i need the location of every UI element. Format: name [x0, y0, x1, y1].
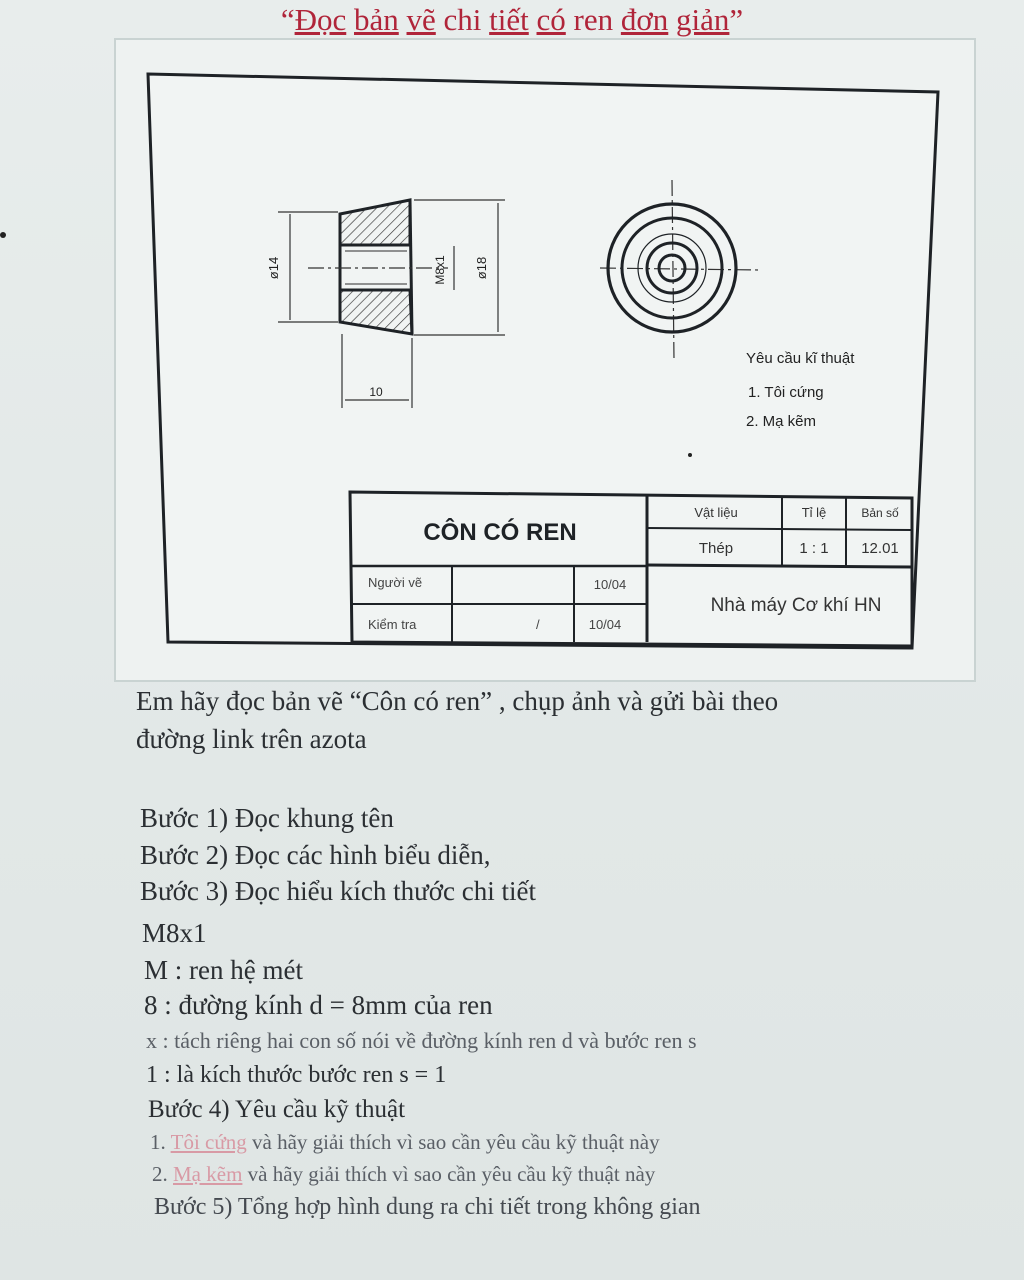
step-4: Bước 4) Yêu cầu kỹ thuật — [148, 1096, 406, 1123]
title-word-don: đơn — [620, 2, 669, 37]
eight-description: 8 : đường kính d = 8mm của ren — [144, 990, 493, 1020]
requirements-title: Yêu cầu kĩ thuật — [746, 350, 855, 367]
dim-m8-label: M8x1 — [433, 255, 447, 285]
req1-rest: và hãy giải thích vì sao cần yêu cầu kỹ thuật này — [252, 1130, 660, 1154]
step-5: Bước 5) Tổng hợp hình dung ra chi tiết trong không gian — [154, 1194, 701, 1220]
req2-number: 2. — [152, 1162, 168, 1186]
part-name: CÔN CÓ REN — [423, 519, 577, 546]
checker-mark: / — [536, 617, 540, 632]
drawer-date: 10/04 — [593, 577, 627, 592]
title-block — [350, 492, 912, 646]
instruction-line-1: Em hãy đọc bản vẽ “Côn có ren” , chụp ảnh và gửi bài theo — [136, 686, 779, 716]
title-word-ban: bản — [354, 2, 399, 37]
req2-rest: và hãy giải thích vì sao cần yêu cầu kỹ thuật này — [247, 1162, 656, 1186]
scale-label: Tỉ lệ — [801, 505, 827, 520]
checker-label: Kiểm tra — [368, 617, 417, 632]
dim-10-label: 10 — [369, 385, 383, 399]
req1-term: Tôi cứng — [170, 1130, 247, 1154]
title-word-tiet: tiết — [489, 2, 529, 37]
requirement-1-instruction — [150, 1130, 660, 1155]
x-description: x : tách riêng hai con số nói về đường kính ren d và bước ren s — [146, 1028, 697, 1053]
dim-d18-label: ø18 — [474, 256, 489, 280]
title-word-co: có — [536, 2, 566, 37]
material-label: Vật liệu — [694, 505, 738, 520]
m-description: M : ren hệ mét — [144, 955, 303, 985]
one-description: 1 : là kích thước bước ren s = 1 — [146, 1062, 447, 1088]
requirement-1: 1. Tôi cứng — [748, 384, 824, 401]
title-word-chi: chi — [443, 2, 482, 37]
step-2: Bước 2) Đọc các hình biểu diễn, — [140, 840, 491, 870]
title-close-quote: ” — [729, 2, 744, 37]
sheet-label: Bản số — [861, 506, 899, 520]
req2-term: Mạ kẽm — [173, 1162, 243, 1186]
title-word-gian: giản — [676, 2, 730, 37]
title-word-doc: Đọc — [294, 2, 347, 37]
title-open-quote: “ — [280, 2, 295, 37]
requirement-2: 2. Mạ kẽm — [746, 413, 817, 430]
thread-code: M8x1 — [142, 918, 207, 948]
instruction-line-2: đường link trên azota — [136, 724, 367, 754]
sheet-value: 12.01 — [861, 540, 899, 557]
dim-d14-label: ø14 — [266, 256, 281, 280]
scale-value: 1 : 1 — [799, 540, 829, 557]
company-name: Nhà máy Cơ khí HN — [710, 595, 882, 616]
title-word-ve: vẽ — [406, 2, 436, 37]
step-1: Bước 1) Đọc khung tên — [140, 803, 394, 833]
title-word-ren: ren — [573, 2, 614, 37]
drawer-label: Người vẽ — [368, 575, 423, 590]
requirement-2-instruction — [152, 1162, 655, 1187]
step-3: Bước 3) Đọc hiểu kích thước chi tiết — [140, 876, 536, 906]
req1-number: 1. — [150, 1130, 166, 1154]
checker-date: 10/04 — [588, 617, 622, 632]
material-value: Thép — [698, 540, 734, 557]
